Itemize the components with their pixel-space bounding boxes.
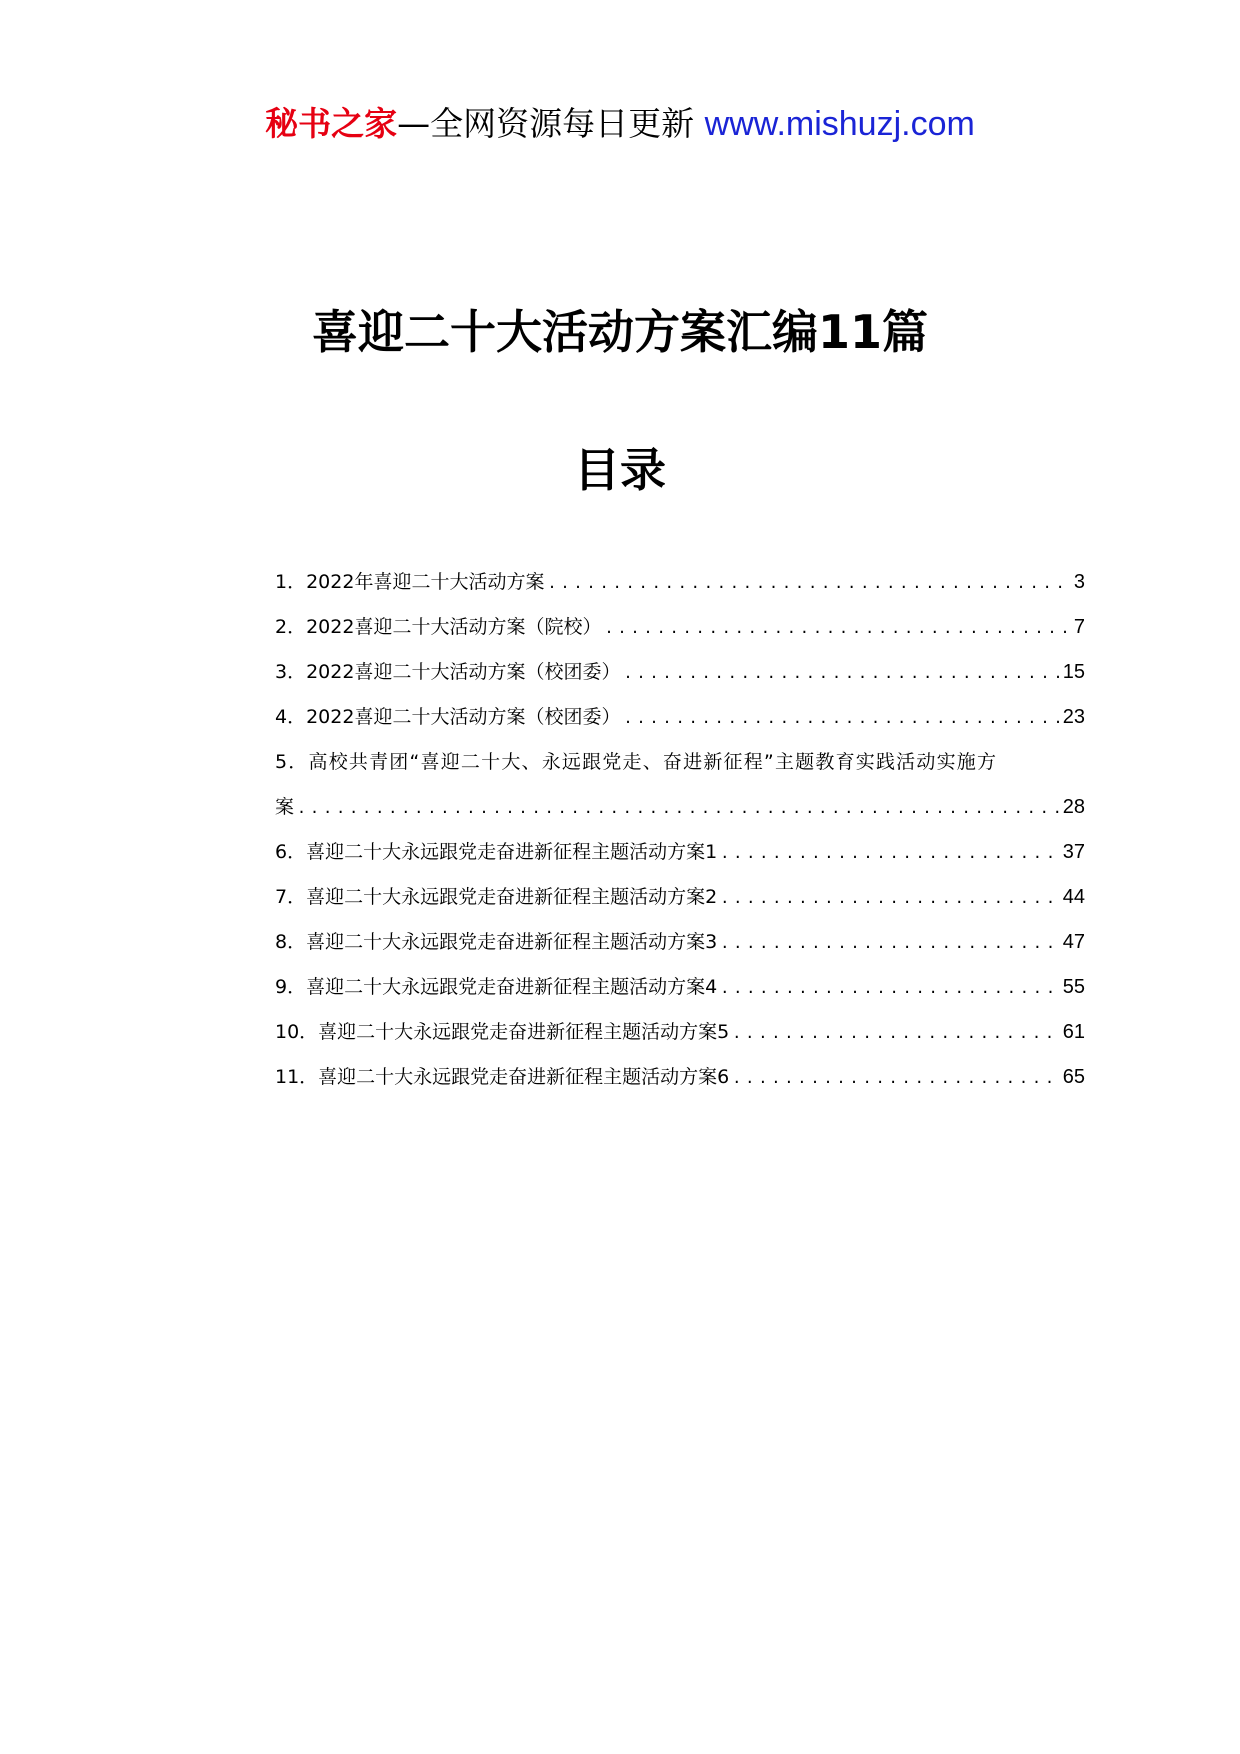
toc-entry-label: 4．2022喜迎二十大活动方案（校团委） xyxy=(275,706,621,728)
toc-entry-page: 7 xyxy=(1073,616,1085,638)
document-title: 喜迎二十大活动方案汇编11篇 xyxy=(311,305,928,359)
toc-dot-leader xyxy=(604,606,1070,651)
toc-entry-label: 2．2022喜迎二十大活动方案（院校） xyxy=(275,616,602,638)
toc-dot-leader xyxy=(547,561,1070,606)
toc-entry-label: 6．喜迎二十大永远跟党走奋进新征程主题活动方案1 xyxy=(275,841,718,863)
toc-entry-4[interactable] xyxy=(275,695,1085,740)
toc-heading: 目录 xyxy=(574,443,666,497)
toc-dot-leader xyxy=(720,966,1060,1011)
toc-entry-label: 11．喜迎二十大永远跟党走奋进新征程主题活动方案6 xyxy=(275,1066,730,1088)
toc-dot-leader xyxy=(720,876,1060,921)
toc-entry-7[interactable] xyxy=(275,875,1085,920)
toc-entry-5[interactable] xyxy=(275,740,1085,830)
table-of-contents xyxy=(275,560,1085,1100)
toc-entry-page: 55 xyxy=(1062,976,1085,998)
toc-entry-page: 15 xyxy=(1062,661,1085,683)
header-slogan: —全网资源每日更新 xyxy=(397,104,705,143)
toc-entry-page: 44 xyxy=(1062,886,1085,908)
toc-dot-leader xyxy=(623,696,1059,741)
toc-dot-leader xyxy=(297,786,1060,831)
brand-name: 秘书之家 xyxy=(265,104,398,143)
toc-dot-leader xyxy=(720,831,1060,876)
toc-dot-leader xyxy=(732,1011,1059,1056)
toc-entry-2[interactable] xyxy=(275,605,1085,650)
toc-entry-page: 3 xyxy=(1073,571,1085,593)
toc-entry-8[interactable] xyxy=(275,920,1085,965)
toc-entry-11[interactable] xyxy=(275,1055,1085,1100)
toc-dot-leader xyxy=(732,1056,1059,1101)
toc-entry-page: 61 xyxy=(1062,1021,1085,1043)
toc-entry-10[interactable] xyxy=(275,1010,1085,1055)
toc-entry-label: 8．喜迎二十大永远跟党走奋进新征程主题活动方案3 xyxy=(275,931,718,953)
toc-dot-leader xyxy=(623,651,1059,696)
toc-entry-page: 28 xyxy=(1062,796,1085,818)
toc-entry-label: 1．2022年喜迎二十大活动方案 xyxy=(275,571,545,593)
toc-entry-label: 10．喜迎二十大永远跟党走奋进新征程主题活动方案5 xyxy=(275,1021,730,1043)
site-header xyxy=(0,100,1240,148)
toc-entry-page: 65 xyxy=(1062,1066,1085,1088)
toc-entry-page: 37 xyxy=(1062,841,1085,863)
toc-entry-label-line1: 5．高校共青团“喜迎二十大、永远跟党走、奋进新征程”主题教育实践活动实施方 xyxy=(275,751,998,773)
toc-entry-page: 47 xyxy=(1062,931,1085,953)
toc-dot-leader xyxy=(720,921,1060,966)
toc-entry-1[interactable] xyxy=(275,560,1085,605)
website-link[interactable]: www.mishuzj.com xyxy=(704,105,975,143)
toc-entry-page: 23 xyxy=(1062,706,1085,728)
toc-entry-label: 9．喜迎二十大永远跟党走奋进新征程主题活动方案4 xyxy=(275,976,718,998)
toc-entry-6[interactable] xyxy=(275,830,1085,875)
toc-entry-label: 7．喜迎二十大永远跟党走奋进新征程主题活动方案2 xyxy=(275,886,718,908)
toc-entry-3[interactable] xyxy=(275,650,1085,695)
toc-entry-label: 3．2022喜迎二十大活动方案（校团委） xyxy=(275,661,621,683)
toc-entry-9[interactable] xyxy=(275,965,1085,1010)
toc-entry-label: 案 xyxy=(275,796,295,818)
